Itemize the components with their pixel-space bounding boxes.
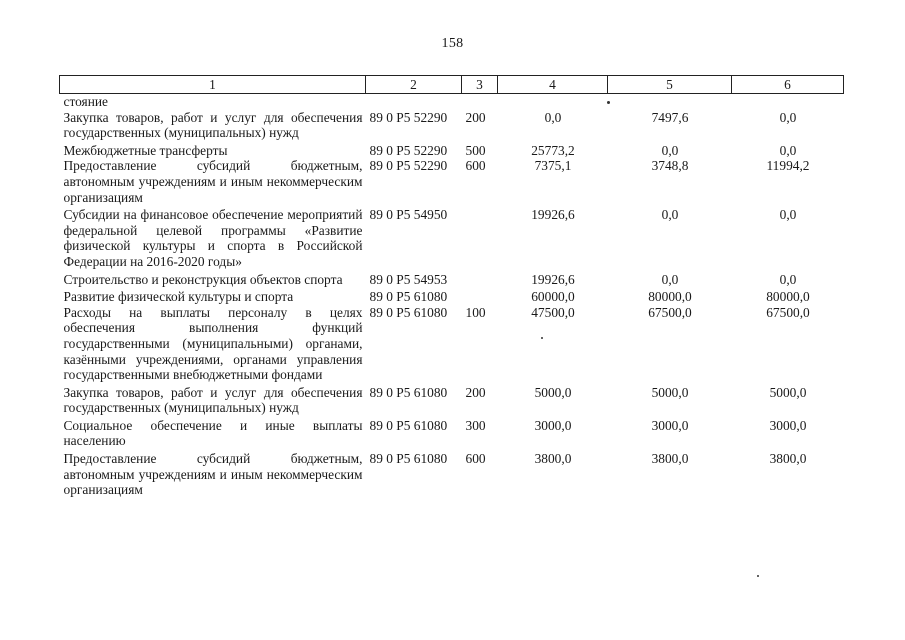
row-value-4: 47500,0 xyxy=(531,304,575,320)
row-value-5: 3800,0 xyxy=(651,451,689,467)
row-name: Развитие физической культуры и спорта xyxy=(63,289,294,305)
row-value-4: 3000,0 xyxy=(534,417,572,433)
row-value-4: 25773,2 xyxy=(531,142,575,158)
row-name: Социальное обеспечение и иные выплаты населению xyxy=(63,417,363,449)
row-name: Закупка товаров, работ и услуг для обеспечения государственных (муниципальных) нужд xyxy=(63,384,363,416)
column-header-6: 6 xyxy=(732,76,844,94)
column-header-2: 2 xyxy=(366,76,462,94)
row-name: Межбюджетные трансферты xyxy=(63,142,228,158)
row-code: 89 0 P5 61080 xyxy=(369,417,448,433)
budget-table xyxy=(59,75,844,498)
page-number: 158 xyxy=(441,36,464,51)
row-expense-type: 200 xyxy=(465,109,486,125)
column-header-3: 3 xyxy=(462,76,498,94)
table-row xyxy=(60,270,844,288)
row-code xyxy=(366,94,462,110)
row-value-6: 5000,0 xyxy=(769,384,807,400)
scan-speck xyxy=(607,101,610,104)
scan-speck xyxy=(757,575,759,577)
row-value-4: 5000,0 xyxy=(534,384,572,400)
row-value-5: 3748,8 xyxy=(651,158,689,174)
row-value-6: 3000,0 xyxy=(769,417,807,433)
row-code: 89 0 P5 61080 xyxy=(369,451,448,467)
row-value-5: 0,0 xyxy=(661,207,679,223)
row-value-4: 3800,0 xyxy=(534,451,572,467)
row-code: 89 0 P5 61080 xyxy=(369,304,448,320)
row-expense-type xyxy=(462,205,498,269)
table-row xyxy=(60,383,844,416)
table-row xyxy=(60,305,844,383)
row-value-5: 67500,0 xyxy=(648,304,692,320)
row-expense-type: 500 xyxy=(465,142,486,158)
row-value-5: 5000,0 xyxy=(651,384,689,400)
row-value-6: 0,0 xyxy=(779,207,797,223)
column-header-4: 4 xyxy=(498,76,608,94)
row-expense-type xyxy=(462,287,498,305)
row-name: Закупка товаров, работ и услуг для обеспечения государственных (муниципальных) нужд xyxy=(63,109,363,141)
row-expense-type xyxy=(462,270,498,288)
row-code: 89 0 P5 52290 xyxy=(369,142,448,158)
row-name: Предоставление субсидий бюджетным, автономным учреждениям и иным некоммерческим организациям xyxy=(63,158,363,205)
row-value-4 xyxy=(498,94,608,110)
row-expense-type: 200 xyxy=(465,384,486,400)
table-row xyxy=(60,110,844,141)
row-value-6: 0,0 xyxy=(779,271,797,287)
row-name: Субсидии на финансовое обеспечение мероприятий федеральной целевой программы «Развитие физической культуры и спорта в Российской Федерации на 2016-2020 годы» xyxy=(63,207,363,269)
row-code: 89 0 P5 61080 xyxy=(369,384,448,400)
row-name: Предоставление субсидий бюджетным, автономным учреждениям и иным некоммерческим организациям xyxy=(63,451,363,498)
row-value-5 xyxy=(608,94,732,110)
row-value-5: 7497,6 xyxy=(651,109,689,125)
row-value-5: 0,0 xyxy=(661,142,679,158)
column-header-1: 1 xyxy=(60,76,366,94)
table-row xyxy=(60,141,844,159)
table-row xyxy=(60,158,844,205)
row-code: 89 0 P5 52290 xyxy=(369,109,448,125)
row-value-4: 19926,6 xyxy=(531,271,575,287)
row-value-4: 0,0 xyxy=(544,109,562,125)
row-value-5: 80000,0 xyxy=(648,289,692,305)
row-value-4: 60000,0 xyxy=(531,289,575,305)
row-code: 89 0 P5 52290 xyxy=(369,158,448,174)
row-code: 89 0 P5 54950 xyxy=(369,207,448,223)
row-value-6: 80000,0 xyxy=(766,289,810,305)
row-name: стояние xyxy=(63,94,108,109)
row-code: 89 0 P5 54953 xyxy=(369,271,448,287)
row-expense-type: 600 xyxy=(465,451,486,467)
row-value-6: 67500,0 xyxy=(766,304,810,320)
scan-speck xyxy=(541,337,543,339)
row-value-6: 0,0 xyxy=(779,109,797,125)
row-value-4: 19926,6 xyxy=(531,207,575,223)
row-value-6: 11994,2 xyxy=(766,158,810,174)
table-row xyxy=(60,205,844,269)
table-row xyxy=(60,287,844,305)
row-expense-type: 100 xyxy=(465,304,486,320)
row-value-4: 7375,1 xyxy=(534,158,572,174)
row-value-6: 0,0 xyxy=(779,142,797,158)
row-value-6 xyxy=(732,94,844,110)
table-row xyxy=(60,449,844,498)
row-expense-type xyxy=(462,94,498,110)
row-expense-type: 600 xyxy=(465,158,486,174)
row-value-6: 3800,0 xyxy=(769,451,807,467)
table-row xyxy=(60,416,844,449)
table-header-row xyxy=(60,76,844,94)
row-name: Строительство и реконструкция объектов спорта xyxy=(63,271,343,287)
row-name: Расходы на выплаты персоналу в целях обеспечения выполнения функций государственными (муниципальными) органами, казёнными учреждениями, органами управления государственными внебюджетными фондами xyxy=(63,304,363,383)
row-expense-type: 300 xyxy=(465,417,486,433)
row-value-5: 0,0 xyxy=(661,271,679,287)
row-code: 89 0 P5 61080 xyxy=(369,289,448,305)
row-value-5: 3000,0 xyxy=(651,417,689,433)
column-header-5: 5 xyxy=(608,76,732,94)
table-row xyxy=(60,94,844,110)
